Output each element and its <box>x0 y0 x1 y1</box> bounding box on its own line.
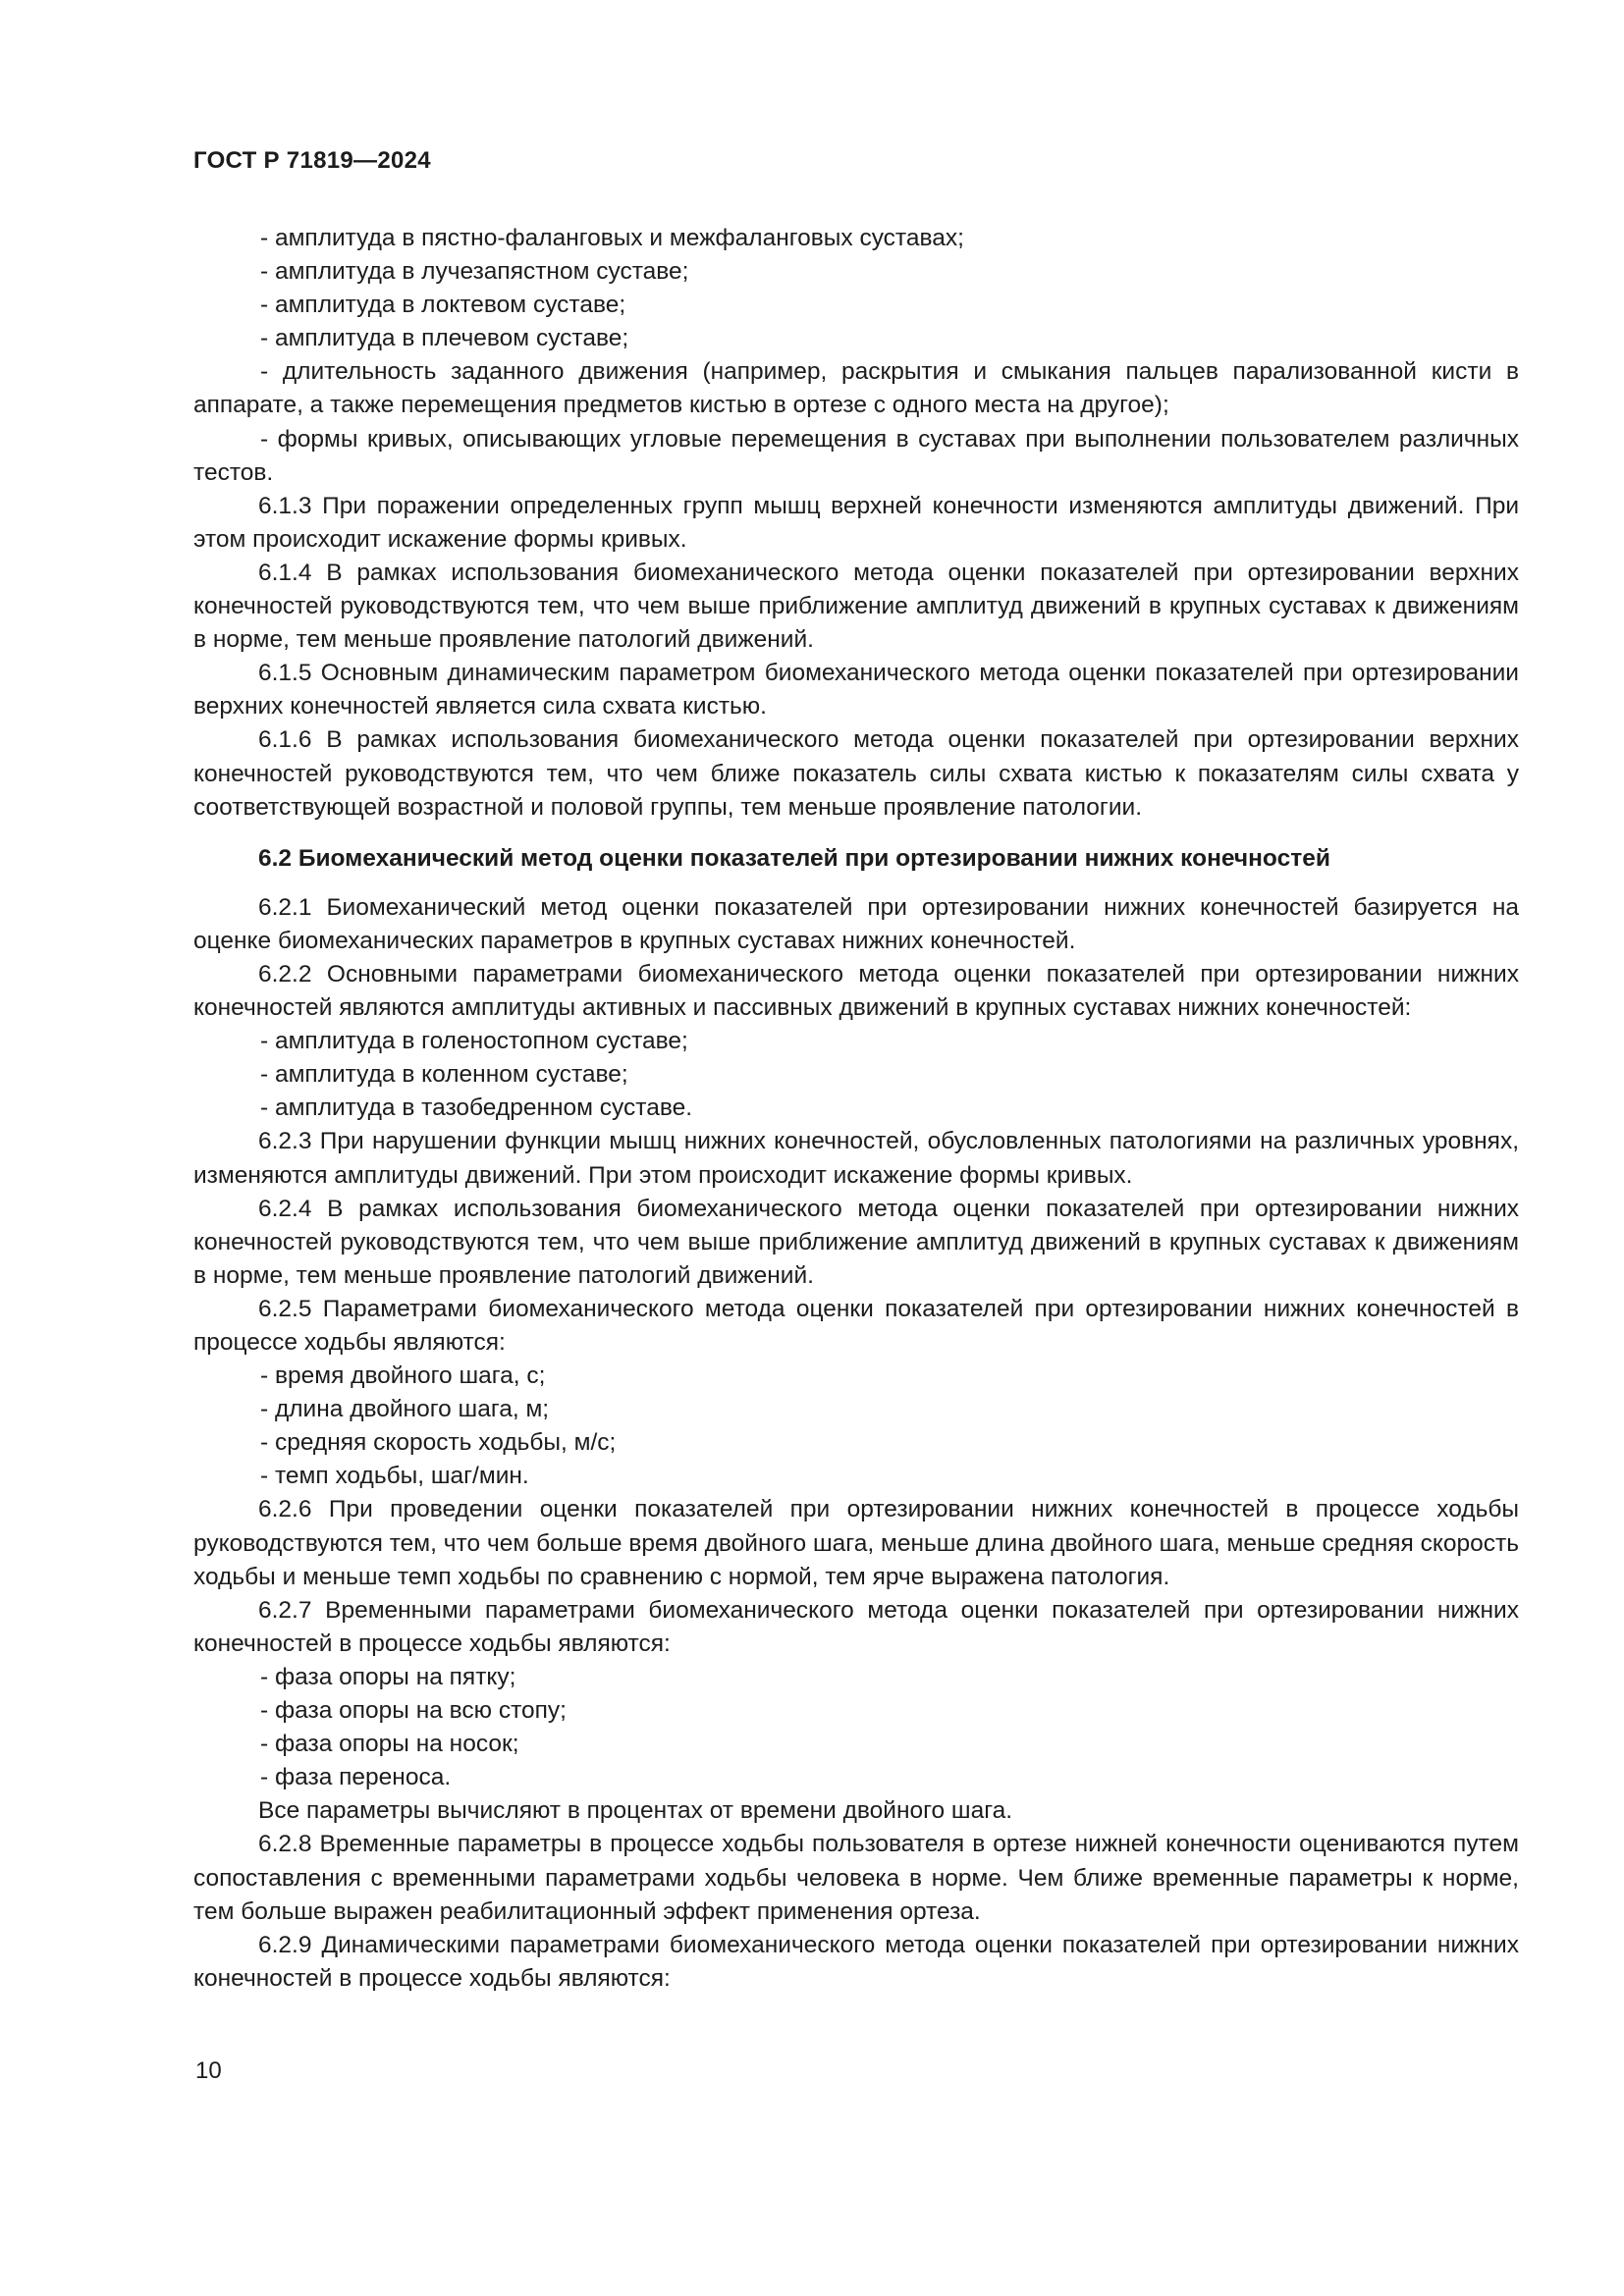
list-item: - фаза опоры на пятку; <box>260 1663 516 1690</box>
list-item: - амплитуда в тазобедренном суставе. <box>260 1095 692 1122</box>
paragraph: 6.2.4 В рамках использования биомеханического метода оценки показателей при ортезировании нижних конечностей руководствуются тем, что чем выше приближение амплитуд движений в крупных суставах к движениям в норме, тем меньше проявление патологий движений. <box>193 1195 1519 1289</box>
list-item: - амплитуда в лучезапястном суставе; <box>260 258 689 286</box>
document-header: ГОСТ Р 71819—2024 <box>193 147 431 174</box>
list-item: - фаза опоры на всю стопу; <box>260 1697 567 1725</box>
paragraph: 6.2.5 Параметрами биомеханического метода оценки показателей при ортезировании нижних конечностей в процессе ходьбы являются: <box>193 1295 1519 1356</box>
list-item: - длительность заданного движения (например, раскрытия и смыкания пальцев парализованной кисти в аппарате, а также перемещения предметов кистью в ортезе с одного места на другое); <box>193 358 1519 419</box>
list-item: - длина двойного шага, м; <box>260 1396 550 1423</box>
paragraph: 6.1.6 В рамках использования биомеханического метода оценки показателей при ортезировании верхних конечностей руководствуются тем, что чем ближе показатель силы схвата кистью к показателям силы схвата у соответствующей возрастной и половой группы, тем меньше проявление патологии. <box>193 726 1519 821</box>
list-item: - амплитуда в пястно-фаланговых и межфаланговых суставах; <box>260 225 964 251</box>
paragraph: Все параметры вычисляют в процентах от времени двойного шага. <box>258 1797 1013 1825</box>
paragraph: 6.1.5 Основным динамическим параметром биомеханического метода оценки показателей при ортезировании верхних конечностей является сила схвата кистью. <box>193 660 1519 721</box>
paragraph: 6.2.6 При проведении оценки показателей при ортезировании нижних конечностей в процессе ходьбы руководствуются тем, что чем больше время двойного шага, меньше длина двойного шага, меньше средняя скорость ходьбы и меньше темп ходьбы по сравнению с нормой, тем ярче выражена патология. <box>193 1496 1519 1590</box>
list-item: - формы кривых, описывающих угловые перемещения в суставах при выполнении пользователем различных тестов. <box>193 425 1519 486</box>
list-item: - средняя скорость ходьбы, м/с; <box>260 1429 617 1457</box>
list-item: - фаза переноса. <box>260 1764 452 1791</box>
list-item: - амплитуда в голеностопном суставе; <box>260 1028 688 1055</box>
section-heading: 6.2 Биомеханический метод оценки показателей при ортезировании нижних конечностей <box>258 844 1330 872</box>
document-body <box>193 222 1519 1996</box>
paragraph: 6.2.3 При нарушении функции мышц нижних конечностей, обусловленных патологиями на различных уровнях, изменяются амплитуды движений. При этом происходит искажение формы кривых. <box>193 1128 1519 1189</box>
paragraph: 6.2.7 Временными параметрами биомеханического метода оценки показателей при ортезировании нижних конечностей в процессе ходьбы являются: <box>193 1596 1519 1657</box>
list-item: - темп ходьбы, шаг/мин. <box>260 1463 529 1490</box>
page-number: 10 <box>195 2057 222 2084</box>
paragraph: 6.2.8 Временные параметры в процессе ходьбы пользователя в ортезе нижней конечности оцениваются путем сопоставления с временными параметрами ходьбы человека в норме. Чем ближе временные параметры к норме, тем больше выражен реабилитационный эффект применения ортеза. <box>193 1831 1519 1925</box>
list-item: - амплитуда в локтевом суставе; <box>260 292 626 319</box>
list-item: - фаза опоры на носок; <box>260 1731 519 1758</box>
paragraph: 6.1.4 В рамках использования биомеханического метода оценки показателей при ортезировании верхних конечностей руководствуются тем, что чем выше приближение амплитуд движений в крупных суставах к движениям в норме, тем меньше проявление патологий движений. <box>193 559 1519 654</box>
paragraph: 6.2.2 Основными параметрами биомеханического метода оценки показателей при ортезировании нижних конечностей являются амплитуды активных и пассивных движений в крупных суставах нижних конечностей: <box>193 960 1519 1022</box>
list-item: - время двойного шага, с; <box>260 1362 546 1390</box>
list-item: - амплитуда в коленном суставе; <box>260 1061 628 1089</box>
paragraph: 6.2.9 Динамическими параметрами биомеханического метода оценки показателей при ортезировании нижних конечностей в процессе ходьбы являются: <box>193 1931 1519 1992</box>
paragraph: 6.2.1 Биомеханический метод оценки показателей при ортезировании нижних конечностей базируется на оценке биомеханических параметров в крупных суставах нижних конечностей. <box>193 893 1519 954</box>
list-item: - амплитуда в плечевом суставе; <box>260 325 629 352</box>
paragraph: 6.1.3 При поражении определенных групп мышц верхней конечности изменяются амплитуды движений. При этом происходит искажение формы кривых. <box>193 492 1519 553</box>
